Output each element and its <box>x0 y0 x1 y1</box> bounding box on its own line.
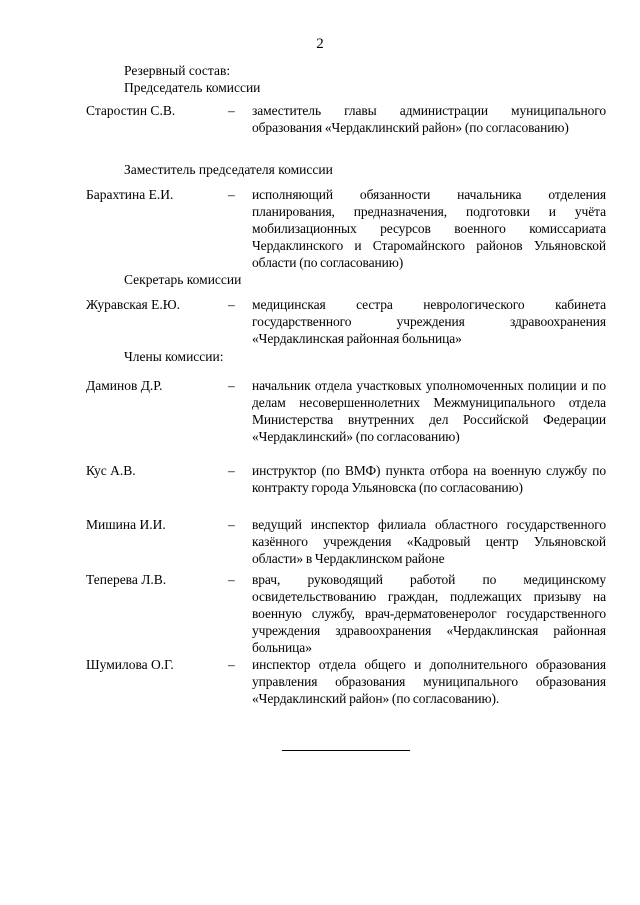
vice-heading: Заместитель председателя комиссии <box>124 162 333 177</box>
page-number: 2 <box>316 36 324 52</box>
vice-name: Барахтина Е.И. <box>86 187 174 202</box>
member-name: Кус А.В. <box>86 463 136 478</box>
member-name: Даминов Д.Р. <box>86 378 163 393</box>
end-divider <box>282 750 410 751</box>
member-description: начальник отдела участковых уполномоченных полиции и по делам несовершеннолетних Межмуниципального отдела Министерства внутренних дел Российской Федерации «Чердаклинский» (по согласованию) <box>252 378 606 444</box>
members-heading: Члены комиссии: <box>124 349 224 364</box>
secretary-heading: Секретарь комиссии <box>124 272 242 287</box>
secretary-description: медицинская сестра неврологического кабинета государственного учреждения здравоохранения «Чердаклинская районная больница» <box>252 297 606 346</box>
secretary-dash: – <box>228 297 235 312</box>
member-dash: – <box>228 572 235 587</box>
member-description: инспектор отдела общего и дополнительного образования управления образования муниципального образования «Чердаклинский район» (по согласованию). <box>252 657 606 706</box>
member-description: врач, руководящий работой по медицинскому освидетельствованию граждан, подлежащих призыву на военную службу, врач-дерматовенеролог государственного учреждения здравоохранения «Чердаклинская районная больница» <box>252 572 606 655</box>
member-dash: – <box>228 657 235 672</box>
member-description: ведущий инспектор филиала областного государственного казённого учреждения «Кадровый центр Ульяновской области» в Чердаклинском районе <box>252 517 606 566</box>
chair-description: заместитель главы администрации муниципального образования «Чердаклинский район» (по согласованию) <box>252 103 606 135</box>
chair-dash: – <box>228 103 235 118</box>
vice-description: исполняющий обязанности начальника отделения планирования, предназначения, подготовки и учёта мобилизационных ресурсов военного комиссариата Чердаклинского и Старомайнского районов Ульяновской области (по согласованию) <box>252 187 606 270</box>
member-name: Шумилова О.Г. <box>86 657 174 672</box>
reserve-title: Резервный состав: <box>124 63 231 78</box>
vice-dash: – <box>228 187 235 202</box>
member-description: инструктор (по ВМФ) пункта отбора на военную службу по контракту города Ульяновска (по согласованию) <box>252 463 606 495</box>
member-dash: – <box>228 517 235 532</box>
member-name: Мишина И.И. <box>86 517 166 532</box>
chair-name: Старостин С.В. <box>86 103 176 118</box>
secretary-name: Журавская Е.Ю. <box>86 297 181 312</box>
member-name: Теперева Л.В. <box>86 572 167 587</box>
member-dash: – <box>228 378 235 393</box>
member-dash: – <box>228 463 235 478</box>
chair-heading: Председатель комиссии <box>124 80 261 95</box>
